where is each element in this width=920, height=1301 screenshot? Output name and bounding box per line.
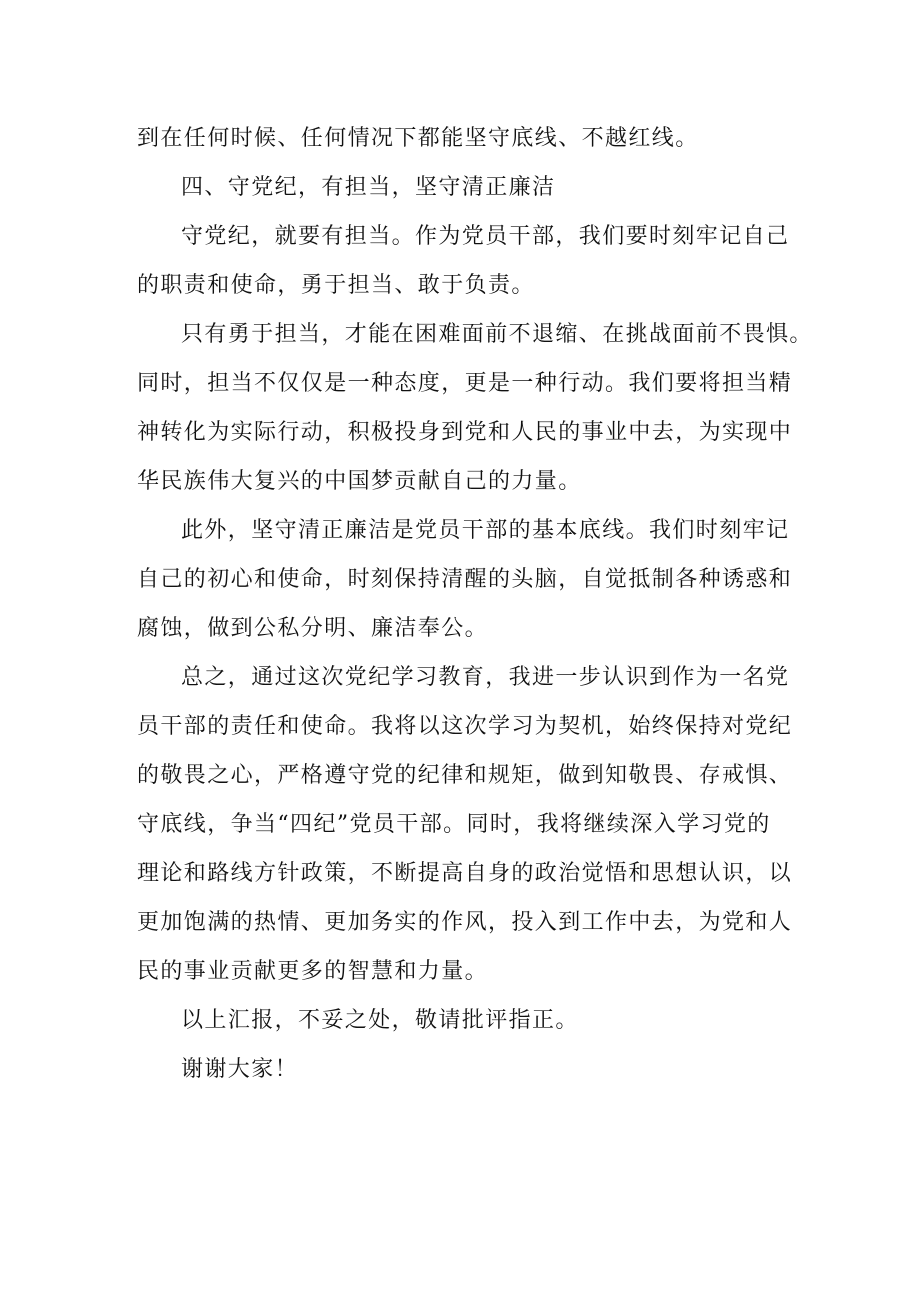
text-line: 的职责和使命，勇于担当、敢于负责。 [137,273,535,298]
text-line: 守党纪，就要有担当。作为党员干部，我们要时刻牢记自己 [181,224,790,249]
text-line: 腐蚀，做到公私分明、廉洁奉公。 [137,616,489,641]
text-line: 总之，通过这次党纪学习教育，我进一步认识到作为一名党 [181,665,790,690]
text-line: 更加饱满的热情、更加务实的作风，投入到工作中去，为党和人 [137,910,793,935]
text-line: 此外，坚守清正廉洁是党员干部的基本底线。我们时刻牢记 [181,518,790,543]
closing-line: 以上汇报，不妥之处，敬请批评指正。 [181,1008,579,1033]
section-heading: 四、守党纪，有担当，坚守清正廉洁 [181,175,556,200]
text-line: 守底线，争当“四纪”党员干部。同时，我将继续深入学习党的 [137,812,771,837]
text-line: 员干部的责任和使命。我将以这次学习为契机，始终保持对党纪 [137,714,793,739]
text-line: 同时，担当不仅仅是一种态度，更是一种行动。我们要将担当精 [137,371,793,396]
text-line: 理论和路线方针政策，不断提高自身的政治觉悟和思想认识，以 [137,861,793,886]
text-line: 只有勇于担当，才能在困难面前不退缩、在挑战面前不畏惧。 [181,322,813,347]
thanks-line: 谢谢大家！ [181,1057,299,1082]
text-line: 自己的初心和使命，时刻保持清醒的头脑，自觉抵制各种诱惑和 [137,567,793,592]
text-line: 到在任何时候、任何情况下都能坚守底线、不越红线。 [137,126,699,151]
text-line: 华民族伟大复兴的中国梦贡献自己的力量。 [137,469,582,494]
text-line: 神转化为实际行动，积极投身到党和人民的事业中去，为实现中 [137,420,793,445]
text-line: 的敬畏之心，严格遵守党的纪律和规矩，做到知敬畏、存戒惧、 [137,763,793,788]
text-line: 民的事业贡献更多的智慧和力量。 [137,959,489,984]
